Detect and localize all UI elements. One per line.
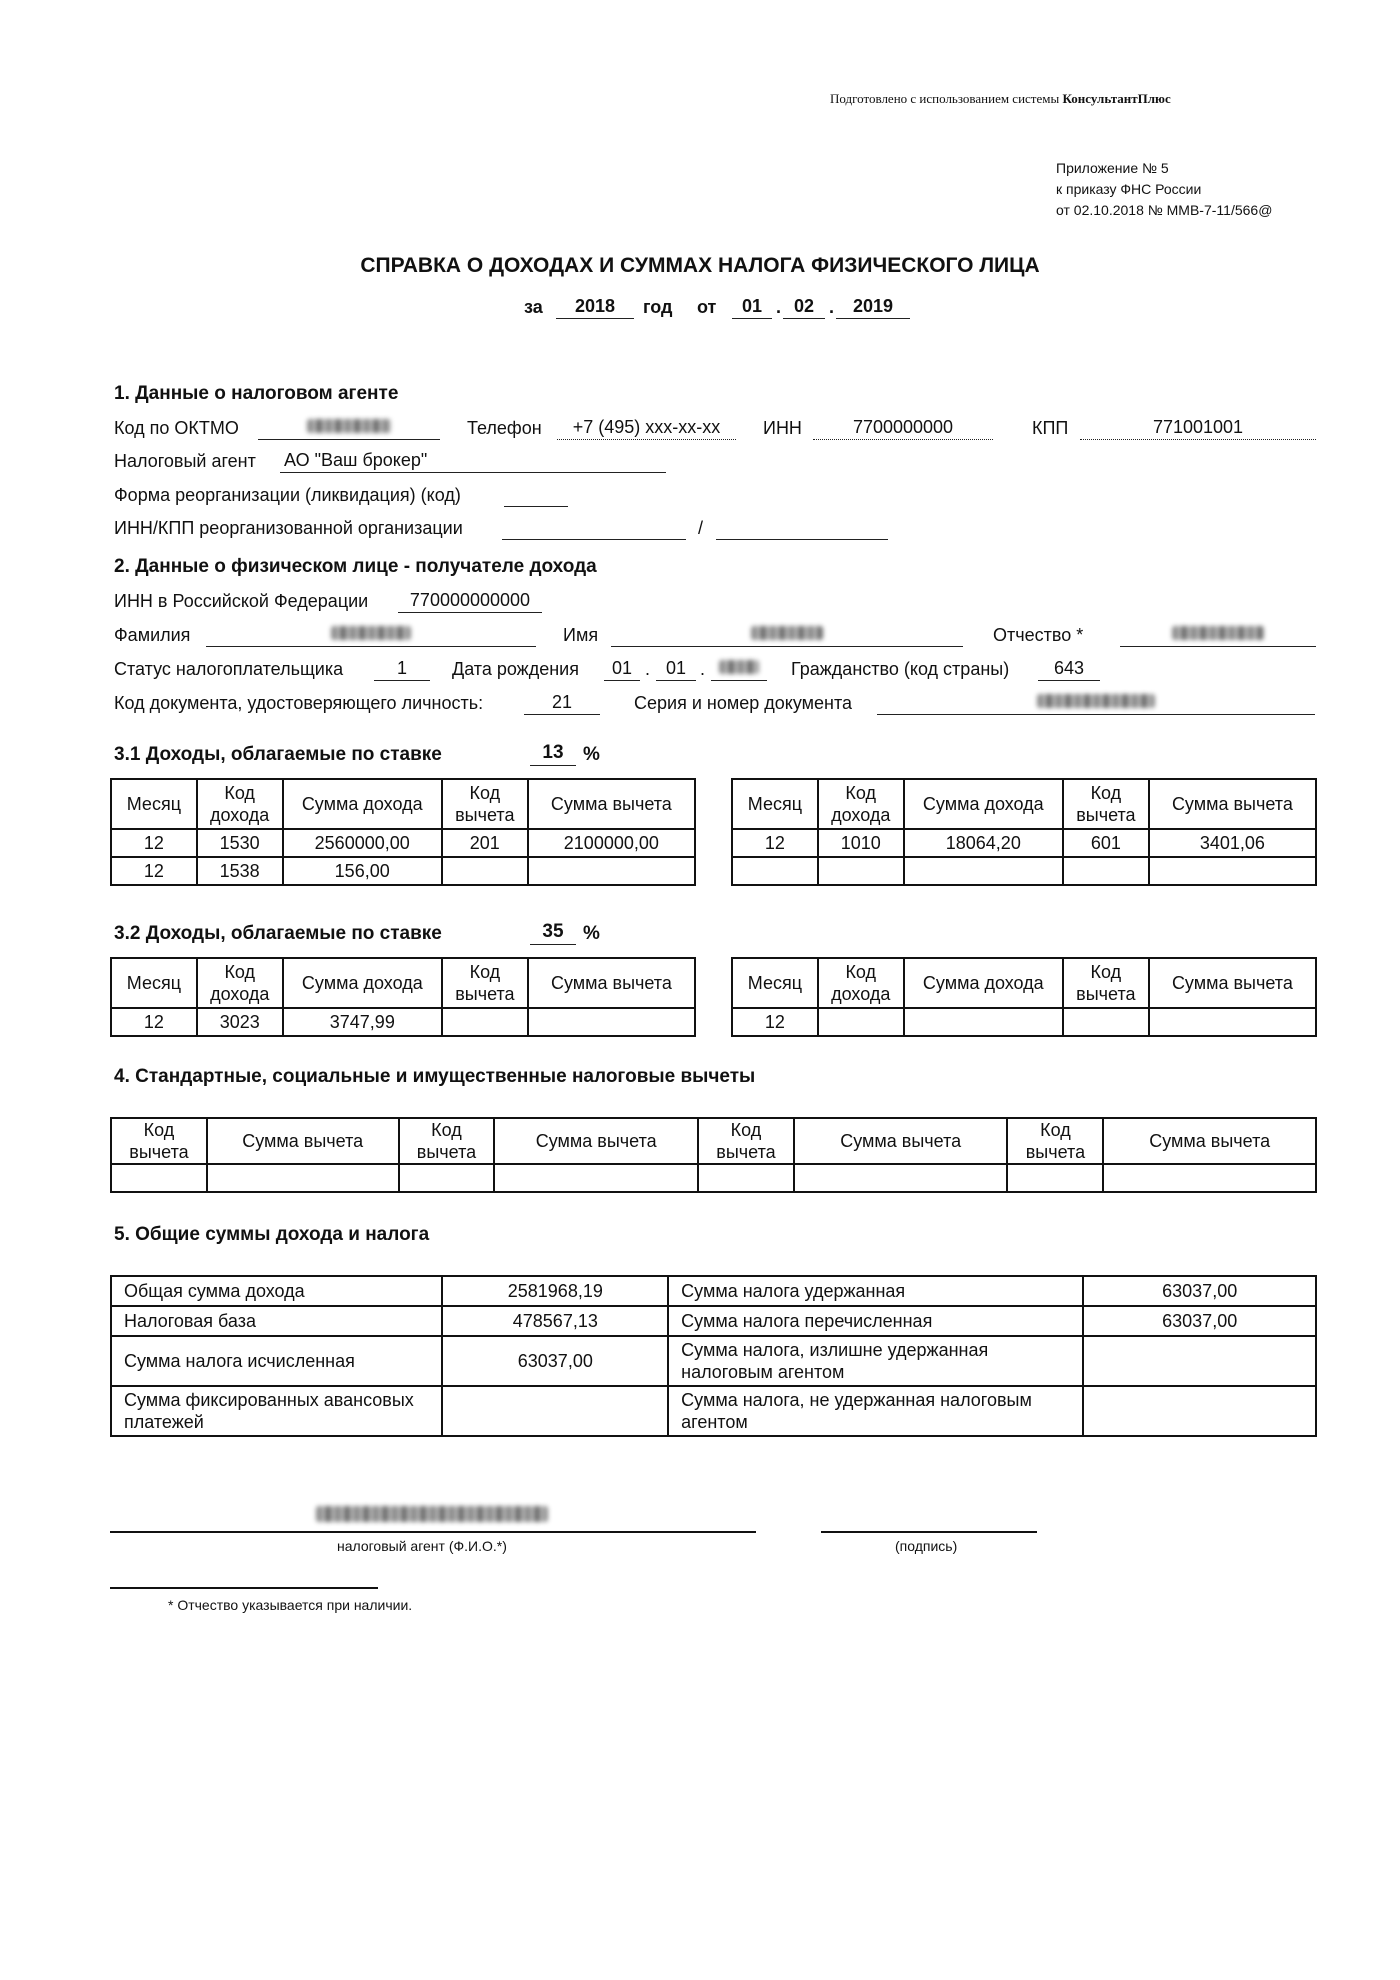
redacted-oktmo (307, 419, 391, 433)
income-13-left-table (110, 778, 696, 886)
table-row (111, 1164, 1316, 1192)
cell: 12 (732, 829, 818, 857)
header-deduction-code: Код вычета (442, 779, 528, 829)
tax-not-withheld-label: Сумма налога, не удержанная налоговым агентом (668, 1386, 1083, 1436)
table-header-row (732, 779, 1316, 829)
table-row (111, 1336, 1316, 1386)
header-deduction-code: Код вычета (1007, 1118, 1103, 1164)
total-income-value: 2581968,19 (442, 1276, 668, 1306)
table-row (111, 1386, 1316, 1436)
patronymic-label: Отчество * (993, 625, 1084, 645)
signature-line (821, 1531, 1037, 1533)
cell: 3401,06 (1149, 829, 1316, 857)
income-13-right-table (731, 778, 1317, 886)
header-deduction-sum: Сумма вычета (1103, 1118, 1316, 1164)
table-header-row (732, 958, 1316, 1008)
section1-heading: 1. Данные о налоговом агенте (114, 383, 399, 404)
date-za: за (524, 297, 543, 317)
consultant-brand: КонсультантПлюс (1062, 91, 1171, 106)
reorg-label: Форма реорганизации (ликвидация) (код) (114, 485, 461, 505)
redacted-doc-number (1037, 694, 1155, 708)
header-deduction-code: Код вычета (111, 1118, 207, 1164)
header-deduction-sum: Сумма вычета (1149, 779, 1316, 829)
citizenship-field: 643 (1038, 657, 1100, 681)
name-field (611, 623, 963, 647)
birth-day-field: 01 (604, 657, 640, 681)
income-35-right-table (731, 957, 1317, 1037)
rate-13: 13 (530, 742, 576, 766)
cell (1103, 1164, 1316, 1192)
cell: 1530 (197, 829, 283, 857)
cell (732, 857, 818, 885)
cell: 2100000,00 (528, 829, 695, 857)
total-income-label: Общая сумма дохода (111, 1276, 442, 1306)
cell: 12 (732, 1008, 818, 1036)
date-dot: . (776, 297, 782, 317)
table-row (111, 1306, 1316, 1336)
header-income-code: Код дохода (197, 779, 283, 829)
birth-year-field (711, 657, 767, 681)
redacted-surname (331, 626, 411, 640)
cell: 3023 (197, 1008, 283, 1036)
header-deduction-code: Код вычета (442, 958, 528, 1008)
table-header-row (111, 958, 695, 1008)
report-year: 2018 (556, 295, 634, 319)
doc-number-label: Серия и номер документа (634, 693, 852, 713)
cell (528, 857, 695, 885)
agent-label: Налоговый агент (114, 451, 256, 471)
cell (1063, 857, 1149, 885)
tax-calculated-label: Сумма налога исчисленная (111, 1336, 442, 1386)
status-label: Статус налогоплательщика (114, 659, 344, 679)
cell (1149, 1008, 1316, 1036)
footnote: * Отчество указывается при наличии. (168, 1597, 413, 1613)
header-income-code: Код дохода (197, 958, 283, 1008)
inn-label: ИНН (763, 418, 802, 438)
slash: / (698, 518, 704, 538)
cell: 12 (111, 1008, 197, 1036)
table-row (111, 829, 695, 857)
table-header-row (111, 1118, 1316, 1164)
header-deduction-code: Код вычета (698, 1118, 794, 1164)
birth-label: Дата рождения (452, 659, 579, 679)
date-month: 02 (783, 295, 825, 319)
cell: 1010 (818, 829, 904, 857)
kpp-field: 771001001 (1080, 416, 1316, 440)
reorg-kpp-field (716, 516, 888, 540)
cell (904, 1008, 1063, 1036)
tax-overwithheld-value (1083, 1336, 1316, 1386)
phone-field: +7 (495) xxx-xx-xx (557, 416, 736, 440)
percent-sign: % (583, 923, 600, 944)
cell (1007, 1164, 1103, 1192)
cell: 3747,99 (283, 1008, 442, 1036)
surname-field (206, 623, 536, 647)
header-deduction-code: Код вычета (399, 1118, 495, 1164)
agent-field: АО "Ваш брокер" (280, 449, 666, 473)
deductions-table (110, 1117, 1317, 1193)
section5-heading: 5. Общие суммы дохода и налога (114, 1224, 430, 1245)
cell: 201 (442, 829, 528, 857)
birth-dot: . (700, 659, 706, 679)
redacted-birth-year (719, 660, 759, 674)
table-row (111, 1276, 1316, 1306)
doc-number-field (877, 691, 1315, 715)
person-inn-label: ИНН в Российской Федерации (114, 591, 369, 611)
surname-label: Фамилия (114, 625, 191, 645)
header-deduction-sum: Сумма вычета (528, 958, 695, 1008)
header-month: Месяц (732, 779, 818, 829)
percent-sign: % (583, 744, 600, 765)
header-income-code: Код дохода (818, 779, 904, 829)
header-income-sum: Сумма дохода (283, 779, 442, 829)
tax-base-value: 478567,13 (442, 1306, 668, 1336)
tax-not-withheld-value (1083, 1386, 1316, 1436)
appendix-block (1056, 158, 1272, 221)
cell (111, 1164, 207, 1192)
cell: 12 (111, 857, 197, 885)
birth-dot: . (645, 659, 651, 679)
table-row (111, 1008, 695, 1036)
section2-heading: 2. Данные о физическом лице - получателе дохода (114, 556, 597, 577)
cell (904, 857, 1063, 885)
header-month: Месяц (111, 958, 197, 1008)
agent-inn-field: 7700000000 (813, 416, 993, 440)
name-label: Имя (563, 625, 599, 645)
header-income-code: Код дохода (818, 958, 904, 1008)
tax-base-label: Налоговая база (111, 1306, 442, 1336)
tax-withheld-label: Сумма налога удержанная (668, 1276, 1083, 1306)
doc-code-label: Код документа, удостоверяющего личность: (114, 693, 484, 713)
section31-heading: 3.1 Доходы, облагаемые по ставке (114, 744, 442, 765)
appendix-line: к приказу ФНС России (1056, 181, 1202, 197)
oktmo-label: Код по ОКТМО (114, 418, 239, 438)
cell: 2560000,00 (283, 829, 442, 857)
header-income-sum: Сумма дохода (904, 958, 1063, 1008)
reorg-field (504, 483, 568, 507)
status-field: 1 (374, 657, 430, 681)
oktmo-field (258, 416, 440, 440)
tax-transferred-label: Сумма налога перечисленная (668, 1306, 1083, 1336)
appendix-line: от 02.10.2018 № ММВ-7-11/566@ (1056, 202, 1273, 218)
cell: 601 (1063, 829, 1149, 857)
fixed-advance-value (442, 1386, 668, 1436)
section4-heading: 4. Стандартные, социальные и имущественные налоговые вычеты (114, 1066, 756, 1087)
header-deduction-sum: Сумма вычета (494, 1118, 698, 1164)
fixed-advance-label: Сумма фиксированных авансовых платежей (111, 1386, 442, 1436)
citizenship-label: Гражданство (код страны) (791, 659, 1010, 679)
reorg-inn-field (502, 516, 686, 540)
header-income-sum: Сумма дохода (283, 958, 442, 1008)
totals-table (110, 1275, 1317, 1437)
date-year: 2019 (836, 295, 910, 319)
header-deduction-sum: Сумма вычета (528, 779, 695, 829)
cell: 12 (111, 829, 197, 857)
header-deduction-code: Код вычета (1063, 779, 1149, 829)
appendix-line: Приложение № 5 (1056, 160, 1169, 176)
cell (794, 1164, 1008, 1192)
consultant-prefix: Подготовлено с использованием системы (830, 91, 1060, 106)
document-title: СПРАВКА О ДОХОДАХ И СУММАХ НАЛОГА ФИЗИЧЕСКОГО ЛИЦА (360, 254, 1040, 277)
consultant-note (830, 91, 1171, 107)
patronymic-field (1120, 623, 1316, 647)
cell (442, 857, 528, 885)
rate-35: 35 (530, 921, 576, 945)
agent-signature-line (110, 1531, 756, 1533)
table-row (732, 857, 1316, 885)
cell (399, 1164, 495, 1192)
cell: 156,00 (283, 857, 442, 885)
section32-heading: 3.2 Доходы, облагаемые по ставке (114, 923, 442, 944)
cell (698, 1164, 794, 1192)
header-deduction-sum: Сумма вычета (794, 1118, 1008, 1164)
cell (1063, 1008, 1149, 1036)
reorg-inn-label: ИНН/КПП реорганизованной организации (114, 518, 463, 538)
date-dot: . (829, 297, 835, 317)
cell (818, 1008, 904, 1036)
doc-code-field: 21 (524, 691, 600, 715)
redacted-agent-name (316, 1506, 548, 1522)
income-35-left-table (110, 957, 696, 1037)
redacted-name (751, 626, 823, 640)
date-day: 01 (732, 295, 772, 319)
table-header-row (111, 779, 695, 829)
table-row (111, 857, 695, 885)
phone-label: Телефон (467, 418, 542, 438)
cell (528, 1008, 695, 1036)
header-month: Месяц (732, 958, 818, 1008)
cell (1149, 857, 1316, 885)
header-deduction-sum: Сумма вычета (207, 1118, 399, 1164)
tax-transferred-value: 63037,00 (1083, 1306, 1316, 1336)
header-deduction-code: Код вычета (1063, 958, 1149, 1008)
redacted-patronymic (1172, 626, 1264, 640)
cell (442, 1008, 528, 1036)
header-deduction-sum: Сумма вычета (1149, 958, 1316, 1008)
footnote-divider (110, 1587, 378, 1589)
cell: 18064,20 (904, 829, 1063, 857)
birth-month-field: 01 (656, 657, 696, 681)
header-income-sum: Сумма дохода (904, 779, 1063, 829)
cell (494, 1164, 698, 1192)
tax-overwithheld-label: Сумма налога, излишне удержанная налоговым агентом (668, 1336, 1083, 1386)
date-ot: от (697, 297, 717, 317)
person-inn-field: 770000000000 (398, 589, 542, 613)
cell: 1538 (197, 857, 283, 885)
sign-caption: (подпись) (895, 1538, 958, 1554)
tax-withheld-value: 63037,00 (1083, 1276, 1316, 1306)
agent-caption: налоговый агент (Ф.И.О.*) (337, 1538, 507, 1554)
table-row (732, 829, 1316, 857)
header-month: Месяц (111, 779, 197, 829)
tax-calculated-value: 63037,00 (442, 1336, 668, 1386)
table-row (732, 1008, 1316, 1036)
cell (818, 857, 904, 885)
kpp-label: КПП (1032, 418, 1069, 438)
date-god: год (643, 297, 673, 317)
cell (207, 1164, 399, 1192)
